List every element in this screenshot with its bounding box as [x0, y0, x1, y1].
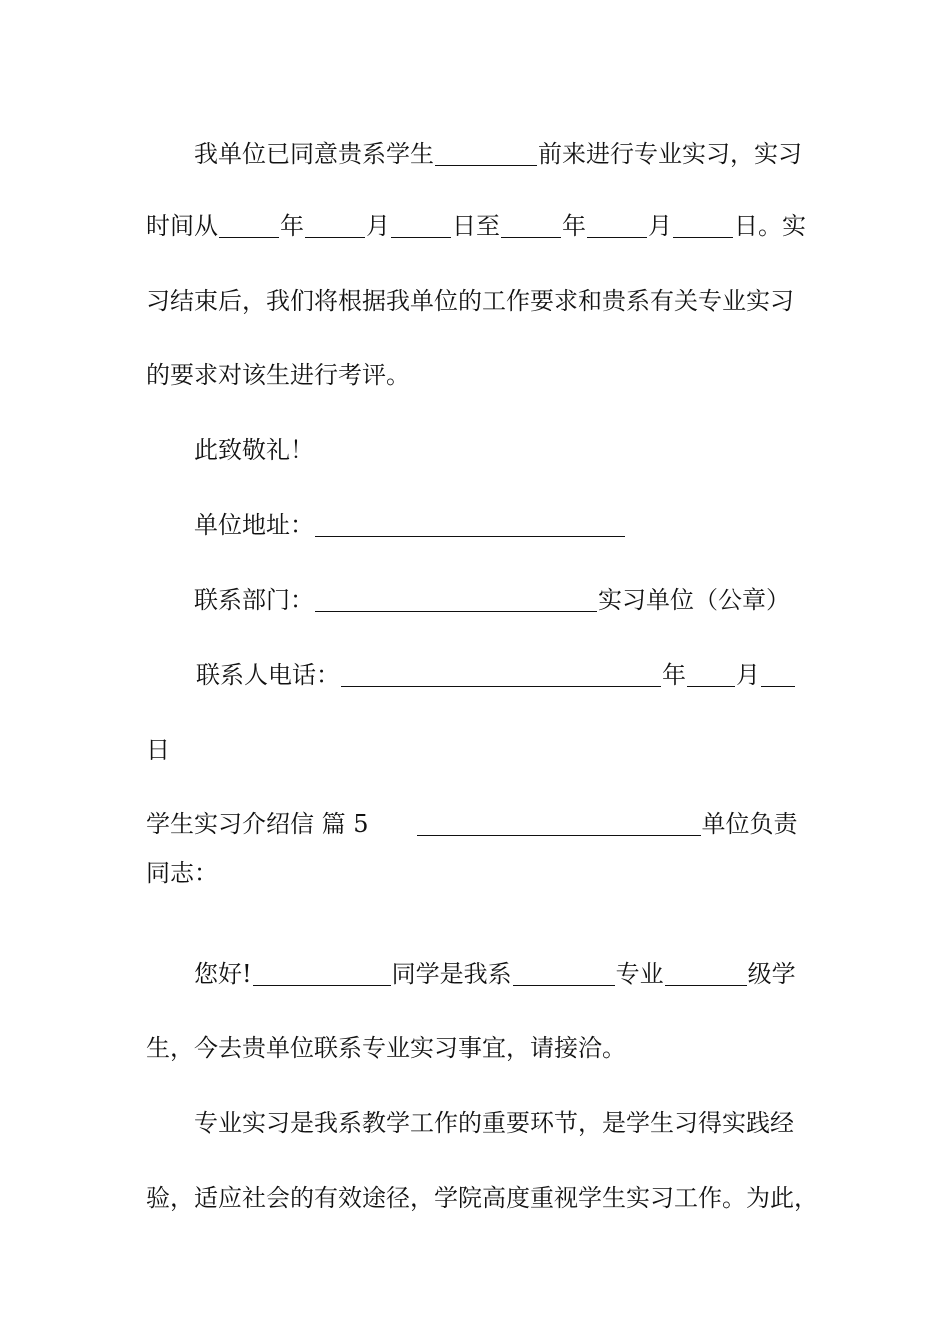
text: 联系部门： [194, 586, 314, 614]
paragraph3-line-2 [146, 1181, 818, 1215]
section-heading [146, 807, 798, 841]
paragraph3-line-1 [194, 1106, 794, 1140]
greeting-line [146, 856, 218, 890]
text: 同志： [146, 859, 218, 887]
blank-phone [341, 664, 661, 687]
blank-start-year [219, 215, 279, 238]
blank-major [513, 963, 615, 986]
blank-unit-name [417, 813, 701, 836]
text: 验，适应社会的有效途径，学院高度重视学生实习工作。为此， [146, 1184, 818, 1212]
blank-department [315, 589, 597, 612]
text: 联系人电话： [196, 661, 340, 689]
paragraph-line-4 [146, 358, 410, 392]
text: 我单位已同意贵系学生 [194, 140, 434, 168]
address-line [194, 508, 626, 542]
paragraph-line-1 [194, 137, 802, 171]
blank-sign-month [687, 664, 735, 687]
text: 前来进行专业实习，实习 [538, 140, 802, 168]
text: 日至 [452, 212, 500, 240]
text: 的要求对该生进行考评。 [146, 361, 410, 389]
text: 专业实习是我系教学工作的重要环节，是学生习得实践经 [194, 1109, 794, 1137]
blank-start-month [305, 215, 365, 238]
department-line [194, 583, 790, 617]
phone-line [196, 658, 796, 692]
salutation [194, 433, 314, 467]
heading-text: 学生实习介绍信 篇 5 [146, 810, 369, 838]
paragraph2-line-2 [146, 1031, 626, 1065]
text: 日。实 [734, 212, 806, 240]
text: 时间从 [146, 212, 218, 240]
text: 年 [662, 661, 686, 689]
text: 同学是我系 [391, 960, 512, 988]
blank-end-month [587, 215, 647, 238]
blank-student [253, 963, 391, 986]
text: 此致敬礼！ [194, 436, 314, 464]
blank-sign-day [761, 664, 795, 687]
text: 月 [736, 661, 760, 689]
text: 专业 [615, 960, 664, 988]
text: 月 [648, 212, 672, 240]
text: 年 [562, 212, 586, 240]
text: 日 [146, 736, 170, 764]
text: 月 [366, 212, 390, 240]
blank-end-year [501, 215, 561, 238]
paragraph-line-2 [146, 209, 806, 243]
text: 单位负责 [701, 810, 798, 838]
paragraph-line-3 [146, 284, 794, 318]
text: 级学 [747, 960, 796, 988]
blank-end-day [673, 215, 733, 238]
text: 实习单位（公章） [598, 586, 790, 614]
day-line [146, 733, 170, 767]
text: 您好! [194, 960, 252, 988]
blank-student-name [435, 143, 537, 166]
blank-address [315, 514, 625, 537]
blank-grade [665, 963, 747, 986]
text: 年 [280, 212, 304, 240]
blank-start-day [391, 215, 451, 238]
text: 习结束后，我们将根据我单位的工作要求和贵系有关专业实习 [146, 287, 794, 315]
text: 单位地址： [194, 511, 314, 539]
paragraph2-line-1 [194, 957, 796, 991]
text: 生，今去贵单位联系专业实习事宜，请接洽。 [146, 1034, 626, 1062]
